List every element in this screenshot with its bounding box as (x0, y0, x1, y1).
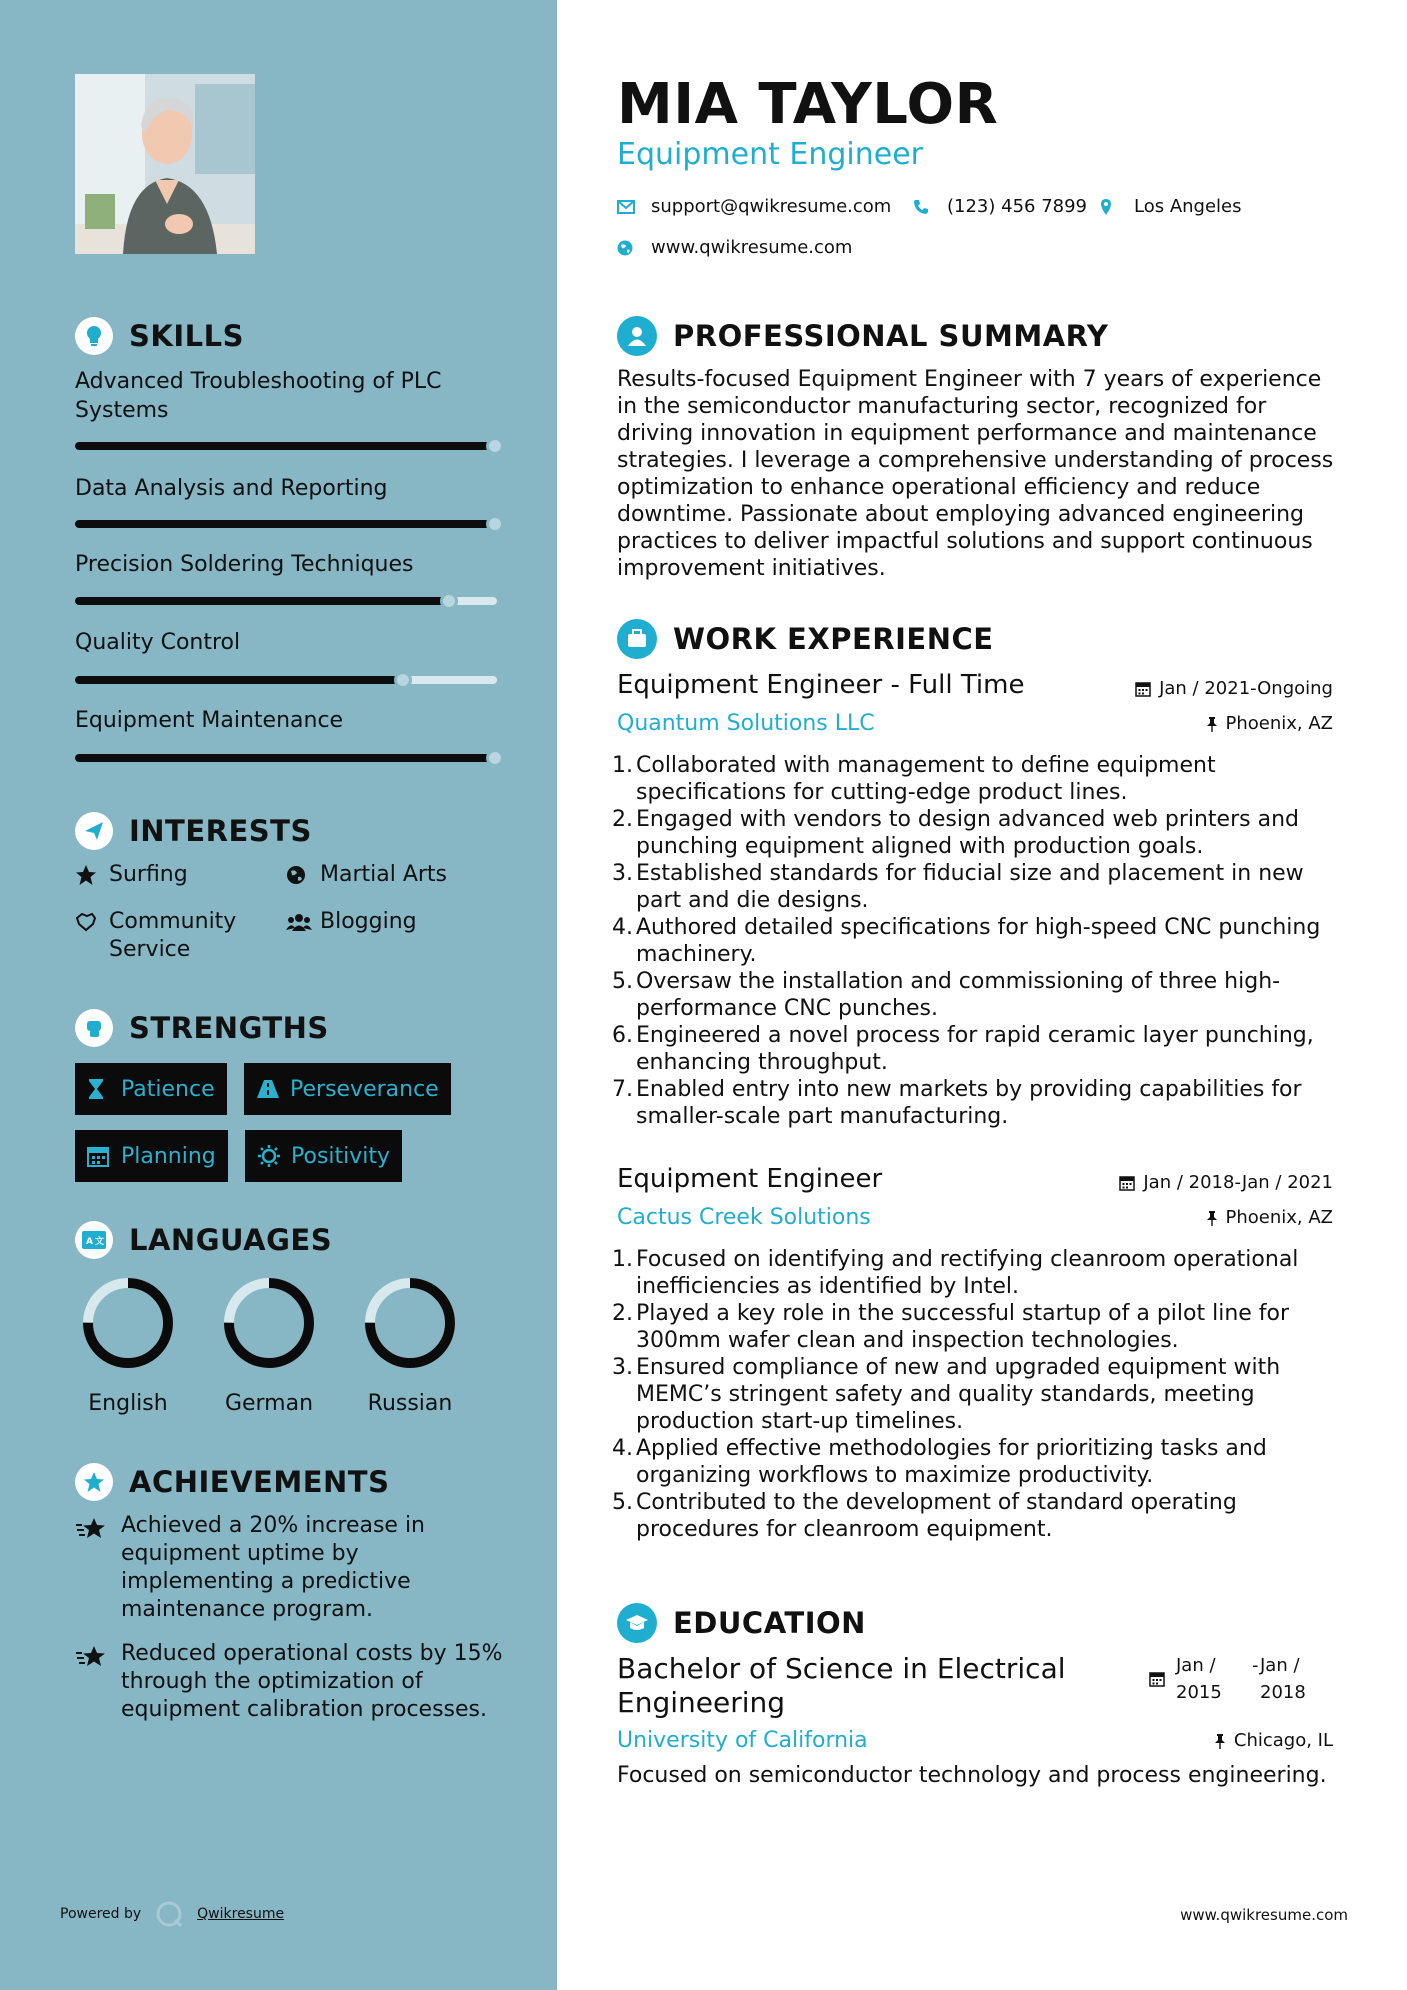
bullet-text: Collaborated with management to define equipment specifications for cutting-edge product lines. (636, 753, 1216, 805)
education-school: University of California (617, 1728, 868, 1753)
job-bullet: 1. Collaborated with management to define equipment specifications for cutting-edge product lines. (612, 752, 1342, 806)
skill-bar-fill (75, 676, 403, 684)
summary-title: PROFESSIONAL SUMMARY (673, 319, 1109, 353)
languages-title: LANGUAGES (129, 1223, 333, 1257)
bullet-text: Authored detailed specifications for high-speed CNC punching machinery. (636, 915, 1321, 967)
education-location-text: Chicago, IL (1233, 1730, 1333, 1751)
achievements-header (75, 1463, 389, 1501)
job-company: Cactus Creek Solutions (617, 1205, 871, 1230)
language-label: Russian (367, 1391, 453, 1416)
shooting-star-icon (75, 1640, 109, 1674)
star-icon (75, 861, 101, 889)
skill-bar (75, 754, 497, 762)
road-icon (256, 1079, 282, 1099)
experience-title: WORK EXPERIENCE (673, 622, 994, 656)
skill-bar (75, 676, 497, 684)
job-location (1206, 1207, 1334, 1228)
interest-label: Blogging (320, 909, 417, 934)
job-bullet: 1. Focused on identifying and rectifying cleanroom operational inefficiencies as identified by Intel. (612, 1246, 1342, 1300)
job-bullet: 3. Established standards for fiducial size and placement in new part and die designs. (612, 860, 1342, 914)
pushpin-icon (1206, 716, 1218, 732)
powered-by-link[interactable]: Qwikresume (197, 1906, 285, 1922)
language-label: German (224, 1391, 314, 1416)
skills-header (75, 317, 244, 355)
calendar-icon (1119, 1175, 1135, 1191)
map-pin-icon (1100, 198, 1118, 216)
bullet-text: Enabled entry into new markets by providing capabilities for smaller-scale part manufacturing. (636, 1077, 1302, 1129)
interest-label: Community Service (109, 909, 237, 962)
interest-item (75, 861, 188, 889)
calendar-icon (1149, 1671, 1165, 1691)
skills-title: SKILLS (129, 319, 244, 353)
skill-bar-fill (75, 754, 495, 762)
strengths-header (75, 1009, 329, 1047)
strength-badge (75, 1063, 227, 1115)
interest-label: Surfing (109, 862, 188, 887)
job-role: Equipment Engineer (617, 1164, 883, 1194)
job-bullets (612, 752, 1342, 1130)
strength-label: Perseverance (290, 1076, 439, 1102)
language-item (199, 1275, 339, 1416)
education-end-date: Jan / 2018 (1260, 1655, 1306, 1703)
language-label: English (88, 1391, 168, 1416)
skill-bar (75, 520, 497, 528)
powered-by-label: Powered by (60, 1906, 142, 1922)
languages-header (75, 1221, 332, 1259)
candidate-name: MIA TAYLOR (617, 72, 999, 137)
achievement-text: Achieved a 20% increase in equipment uptime by implementing a predictive maintenance program. (121, 1513, 426, 1622)
language-donut (362, 1275, 458, 1371)
powered-by (60, 1900, 284, 1928)
calendar-icon (87, 1145, 113, 1167)
summary-header (617, 316, 1108, 356)
education-header (617, 1603, 866, 1643)
envelope-icon (617, 200, 635, 214)
education-description: Focused on semiconductor technology and process engineering. (617, 1763, 1327, 1788)
qwikresume-logo-icon (155, 1900, 183, 1928)
job-location-text: Phoenix, AZ (1225, 1207, 1333, 1228)
skill-name: Advanced Troubleshooting of PLC Systems (75, 369, 442, 423)
date-separator: - (1252, 1655, 1259, 1676)
bullet-text: Played a key role in the successful startup of a pilot line for 300mm wafer clean and inspection technologies. (636, 1301, 1290, 1353)
strength-label: Planning (121, 1143, 216, 1169)
email-text[interactable]: support@qwikresume.com (651, 196, 892, 217)
hands-icon (75, 908, 101, 936)
svg-text:A: A (86, 1237, 93, 1247)
interests-title: INTERESTS (129, 814, 312, 848)
job-company: Quantum Solutions LLC (617, 711, 875, 736)
language-item (340, 1275, 480, 1416)
bullet-text: Engaged with vendors to design advanced web printers and punching equipment aligned with production goals. (636, 807, 1299, 859)
profile-photo (75, 74, 255, 254)
graduation-cap-icon (617, 1603, 657, 1643)
skill-bar-knob (486, 749, 504, 767)
summary-text: Results-focused Equipment Engineer with 7 years of experience in the semiconductor manufacturing sector, recognized for driving innovation in equipment performance and maintenance strategies. I leverage a comprehensive understanding of process optimization to enhance operational efficiency and reduce downtime. Passionate about employing advanced engineering practices to deliver impactful solutions and support continuous improvement initiatives. (617, 367, 1334, 581)
skill-bar-knob (486, 437, 504, 455)
interest-label: Martial Arts (320, 862, 448, 887)
paper-plane-icon (75, 812, 113, 850)
skill-bar-knob (440, 592, 458, 610)
globe-icon (286, 861, 312, 889)
skill-bar-knob (394, 671, 412, 689)
hourglass-icon (87, 1078, 113, 1100)
education-location (1214, 1730, 1333, 1751)
job-bullet: 5. Oversaw the installation and commissioning of three high-performance CNC punches. (612, 968, 1342, 1022)
contact-phone (913, 196, 1087, 217)
strength-badge (245, 1130, 402, 1182)
pushpin-icon (1214, 1733, 1226, 1749)
phone-icon (913, 199, 931, 215)
skill-bar-fill (75, 520, 495, 528)
skill-name: Equipment Maintenance (75, 708, 344, 733)
briefcase-icon (617, 619, 657, 659)
footer-url[interactable]: www.qwikresume.com (1180, 1906, 1348, 1924)
job-role: Equipment Engineer - Full Time (617, 670, 1025, 700)
skill-bar-fill (75, 442, 495, 450)
bullet-text: Ensured compliance of new and upgraded equipment with MEMC’s stringent safety and quality standards, meeting production start-up timelines. (636, 1355, 1281, 1434)
contact-website (617, 237, 852, 258)
job-dates-text: Jan / 2018-Jan / 2021 (1143, 1172, 1333, 1193)
job-dates (1119, 1172, 1333, 1193)
skill-bar-knob (486, 515, 504, 533)
job-bullet: 4. Applied effective methodologies for prioritizing tasks and organizing workflows to maximize productivity. (612, 1435, 1342, 1489)
experience-header (617, 619, 994, 659)
bullet-text: Contributed to the development of standard operating procedures for cleanroom equipment. (636, 1490, 1237, 1542)
globe-icon (617, 240, 635, 256)
skill-name: Quality Control (75, 630, 241, 655)
bullet-text: Established standards for fiducial size and placement in new part and die designs. (636, 861, 1304, 913)
fist-icon (75, 1009, 113, 1047)
education-start-date: Jan / 2015 (1176, 1655, 1222, 1703)
achievements-title: ACHIEVEMENTS (129, 1465, 390, 1499)
job-bullet: 6. Engineered a novel process for rapid ceramic layer punching, enhancing throughput. (612, 1022, 1342, 1076)
skill-name: Precision Soldering Techniques (75, 552, 414, 577)
strength-badge (75, 1130, 228, 1182)
achievement-text: Reduced operational costs by 15% through the optimization of equipment calibration processes. (121, 1641, 503, 1722)
strength-badge (244, 1063, 451, 1115)
website-text[interactable]: www.qwikresume.com (651, 237, 853, 258)
job-location-text: Phoenix, AZ (1225, 713, 1333, 734)
strengths-title: STRENGTHS (129, 1011, 329, 1045)
shooting-star-icon (75, 1512, 109, 1546)
star-badge-icon (75, 1463, 113, 1501)
language-donut (80, 1275, 176, 1371)
contact-location (1100, 196, 1242, 217)
lightbulb-icon (75, 317, 113, 355)
achievement-item (75, 1640, 505, 1724)
language-item (58, 1275, 198, 1416)
strength-label: Positivity (291, 1143, 391, 1169)
skill-name: Data Analysis and Reporting (75, 476, 388, 501)
job-bullet: 5. Contributed to the development of standard operating procedures for cleanroom equipment. (612, 1489, 1342, 1543)
education-title: EDUCATION (673, 1606, 866, 1640)
sidebar (0, 0, 557, 1990)
bullet-text: Applied effective methodologies for prioritizing tasks and organizing workflows to maximize productivity. (636, 1436, 1267, 1488)
skill-bar (75, 597, 497, 605)
degree-title: Bachelor of Science in Electrical Engineering (617, 1652, 1066, 1719)
bullet-text: Oversaw the installation and commissioning of three high-performance CNC punches. (636, 969, 1281, 1021)
skill-bar (75, 442, 497, 450)
job-bullet: 7. Enabled entry into new markets by providing capabilities for smaller-scale part manufacturing. (612, 1076, 1342, 1130)
pushpin-icon (1206, 1210, 1218, 1226)
job-dates (1135, 678, 1333, 699)
job-dates-text: Jan / 2021-Ongoing (1159, 678, 1333, 699)
phone-text[interactable]: (123) 456 7899 (947, 196, 1088, 217)
translate-icon (75, 1221, 113, 1259)
interest-item (286, 908, 417, 936)
skill-bar-fill (75, 597, 449, 605)
location-text: Los Angeles (1134, 196, 1242, 217)
strength-label: Patience (121, 1076, 215, 1102)
achievement-item (75, 1512, 505, 1624)
bullet-text: Engineered a novel process for rapid ceramic layer punching, enhancing throughput. (636, 1023, 1314, 1075)
language-donut (221, 1275, 317, 1371)
sun-icon (257, 1144, 283, 1168)
svg-text:文: 文 (95, 1237, 105, 1247)
candidate-title: Equipment Engineer (617, 137, 923, 172)
users-icon (286, 908, 312, 936)
calendar-icon (1135, 681, 1151, 697)
bullet-text: Focused on identifying and rectifying cleanroom operational inefficiencies as identified by Intel. (636, 1247, 1299, 1299)
job-bullet: 4. Authored detailed specifications for high-speed CNC punching machinery. (612, 914, 1342, 968)
job-bullet: 2. Engaged with vendors to design advanced web printers and punching equipment aligned with production goals. (612, 806, 1342, 860)
job-bullet: 2. Played a key role in the successful startup of a pilot line for 300mm wafer clean and inspection technologies. (612, 1300, 1342, 1354)
interest-item (75, 908, 265, 964)
interest-item (286, 861, 447, 889)
job-location (1206, 713, 1334, 734)
user-icon (617, 316, 657, 356)
job-bullets (612, 1246, 1342, 1543)
interests-header (75, 812, 312, 850)
job-bullet: 3. Ensured compliance of new and upgraded equipment with MEMC’s stringent safety and quality standards, meeting production start-up timelines. (612, 1354, 1342, 1435)
contact-email (617, 196, 891, 217)
